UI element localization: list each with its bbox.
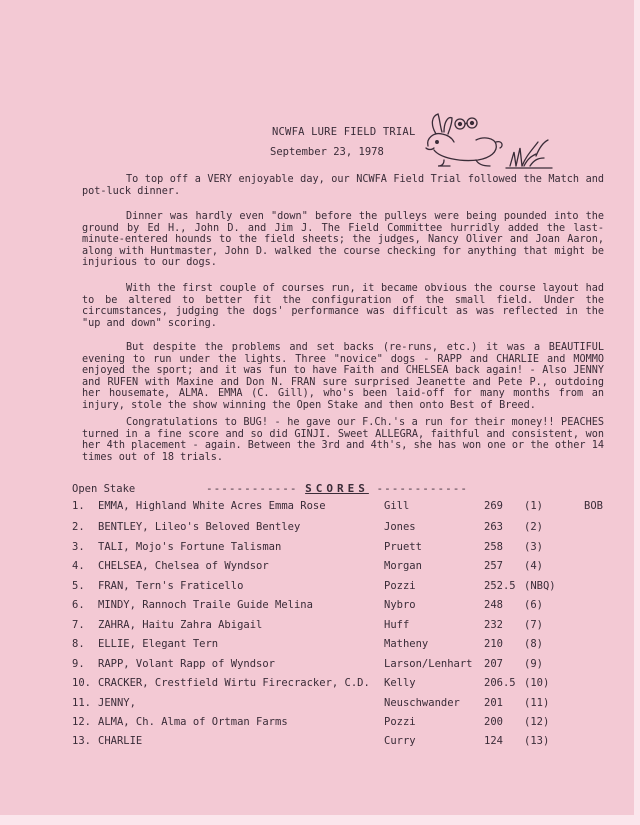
score-value: 263 [484, 521, 503, 533]
owner-name: Matheny [384, 638, 429, 650]
score-value: 206.5 [484, 677, 516, 689]
placement: (6) [524, 599, 543, 611]
result-row [0, 580, 640, 600]
score-value: 269 [484, 500, 503, 512]
row-number: 3. [72, 541, 85, 553]
dog-name: BENTLEY, Lileo's Beloved Bentley [98, 521, 301, 533]
row-number: 11. [72, 697, 91, 709]
dog-name: ELLIE, Elegant Tern [98, 638, 219, 650]
dog-name: ALMA, Ch. Alma of Ortman Farms [98, 716, 288, 728]
placement: (10) [524, 677, 550, 689]
row-number: 2. [72, 521, 85, 533]
owner-name: Neuschwander [384, 697, 460, 709]
row-number: 1. [72, 500, 85, 512]
dog-name: CHELSEA, Chelsea of Wyndsor [98, 560, 269, 572]
paragraph-courses: With the first couple of courses run, it became obvious the course layout had to be altered to better fit the configuration of the small field. Under the circumstances, judging the dogs' performance was difficult as was reflected in the "up and down" scoring. [82, 283, 604, 329]
owner-name: Larson/Lenhart [384, 658, 473, 670]
scores-heading-label: SCORES [305, 482, 369, 495]
owner-name: Jones [384, 521, 416, 533]
result-row [0, 638, 640, 658]
result-row [0, 677, 640, 697]
dog-name: JENNY, [98, 697, 136, 709]
dog-name: TALI, Mojo's Fortune Talisman [98, 541, 282, 553]
row-number: 7. [72, 619, 85, 631]
owner-name: Kelly [384, 677, 416, 689]
placement: (7) [524, 619, 543, 631]
owner-name: Nybro [384, 599, 416, 611]
dog-name: CRACKER, Crestfield Wirtu Firecracker, C.D. [98, 677, 370, 689]
owner-name: Pozzi [384, 716, 416, 728]
owner-name: Curry [384, 735, 416, 747]
placement: (NBQ) [524, 580, 556, 592]
owner-name: Huff [384, 619, 410, 631]
score-value: 248 [484, 599, 503, 611]
result-row [0, 599, 640, 619]
row-number: 10. [72, 677, 91, 689]
result-row [0, 697, 640, 717]
result-row [0, 541, 640, 561]
placement: (9) [524, 658, 543, 670]
document-title: NCWFA LURE FIELD TRIAL [272, 126, 416, 138]
score-value: 200 [484, 716, 503, 728]
owner-name: Pruett [384, 541, 422, 553]
placement: (11) [524, 697, 550, 709]
placement: (2) [524, 521, 543, 533]
score-value: 232 [484, 619, 503, 631]
owner-name: Gill [384, 500, 410, 512]
dog-name: FRAN, Tern's Fraticello [98, 580, 244, 592]
placement: (13) [524, 735, 550, 747]
result-row [0, 521, 640, 541]
score-value: 124 [484, 735, 503, 747]
paragraph-intro: To top off a VERY enjoyable day, our NCWFA Field Trial followed the Match and pot-luck dinner. [82, 174, 604, 197]
row-number: 9. [72, 658, 85, 670]
score-value: 210 [484, 638, 503, 650]
result-row [0, 716, 640, 736]
row-number: 13. [72, 735, 91, 747]
placement: (1) [524, 500, 543, 512]
result-row [0, 560, 640, 580]
result-row [0, 500, 640, 520]
scores-heading-dashes-left: ------------ [206, 482, 298, 495]
row-number: 8. [72, 638, 85, 650]
result-row [0, 658, 640, 678]
paragraph-dinner: Dinner was hardly even "down" before the pulleys were being pounded into the ground by Ed H., John D. and Jim J. The Field Committee hurridly added the last-minute-entered hounds to the field sheets; the judges, Nancy Oliver and Joan Aaron, along with Huntmaster, John D. walked the course checking for anything that might be injurious to our dogs. [82, 211, 604, 268]
document-date: September 23, 1978 [270, 146, 384, 158]
row-number: 4. [72, 560, 85, 572]
score-value: 258 [484, 541, 503, 553]
result-row [0, 735, 640, 755]
paragraph-evening: But despite the problems and set backs (re-runs, etc.) it was a BEAUTIFUL evening to run under the lights. Three "novice" dogs - RAPP and CHARLIE and MOMMO enjoyed the sport; and it was fun to have Faith and CHELSEA back again! - Also JENNY and RUFEN with Maxine and Don N. FRAN sure surprised Jeanette and Pete P., outdoing her housemate, ALMA. EMMA (C. Gill), who's been laid-off for many months from an injury, stole the show winning the Open Stake and then onto Best of Breed. [82, 342, 604, 411]
result-row [0, 619, 640, 639]
row-number: 12. [72, 716, 91, 728]
scores-heading-dashes-right: ------------ [376, 482, 468, 495]
dog-name: CHARLIE [98, 735, 143, 747]
row-number: 6. [72, 599, 85, 611]
dog-name: ZAHRA, Haitu Zahra Abigail [98, 619, 263, 631]
dog-name: EMMA, Highland White Acres Emma Rose [98, 500, 326, 512]
placement: (3) [524, 541, 543, 553]
placement: (8) [524, 638, 543, 650]
owner-name: Morgan [384, 560, 422, 572]
row-number: 5. [72, 580, 85, 592]
placement: (4) [524, 560, 543, 572]
owner-name: Pozzi [384, 580, 416, 592]
paragraph-congratulations: Congratulations to BUG! - he gave our F.Ch.'s a run for their money!! PEACHES turned in a fine score and so did GINJI. Sweet ALLEGRA, faithful and consistent, won her 4th placement - again. Between the 3rd and 4th's, she has won one or the other 14 times out of 18 trials. [82, 417, 604, 463]
score-value: 201 [484, 697, 503, 709]
open-stake-label: Open Stake [72, 483, 136, 495]
dog-name: RAPP, Volant Rapp of Wyndsor [98, 658, 276, 670]
award-badge: BOB [584, 500, 603, 512]
score-value: 257 [484, 560, 503, 572]
score-value: 252.5 [484, 580, 516, 592]
placement: (12) [524, 716, 550, 728]
dog-name: MINDY, Rannoch Traile Guide Melina [98, 599, 313, 611]
score-value: 207 [484, 658, 503, 670]
